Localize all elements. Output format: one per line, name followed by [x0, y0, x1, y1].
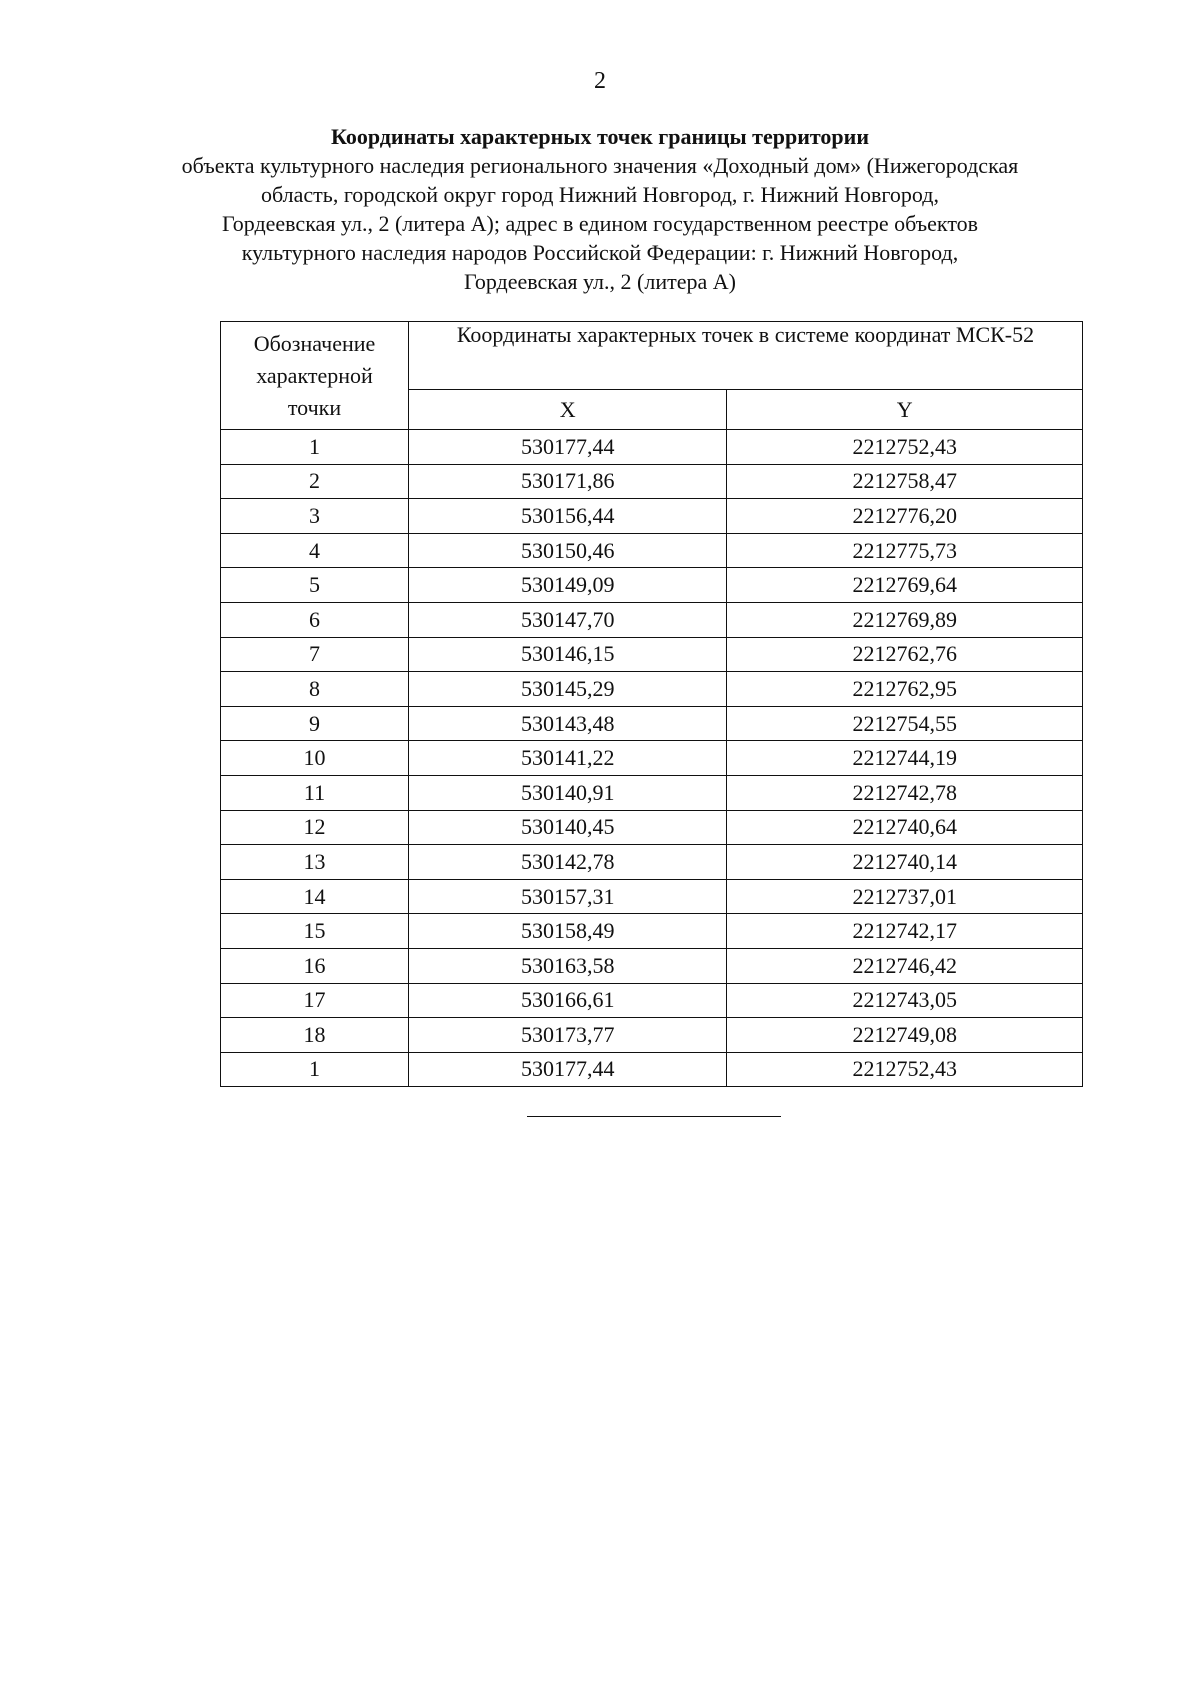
point-cell: 12: [221, 810, 409, 845]
point-cell: 1: [221, 1052, 409, 1087]
y-cell: 2212758,47: [727, 464, 1083, 499]
point-cell: 14: [221, 879, 409, 914]
y-cell: 2212752,43: [727, 1052, 1083, 1087]
document-heading: [160, 122, 1040, 296]
x-cell: 530177,44: [409, 1052, 727, 1087]
x-cell: 530140,91: [409, 775, 727, 810]
table-row: [221, 672, 1083, 707]
x-cell: 530163,58: [409, 948, 727, 983]
point-cell: 13: [221, 845, 409, 880]
table-row: [221, 741, 1083, 776]
point-cell: 10: [221, 741, 409, 776]
heading-line: Гордеевская ул., 2 (литера А); адрес в едином государственном реестре объектов: [221, 211, 979, 236]
point-cell: 8: [221, 672, 409, 707]
y-cell: 2212740,64: [727, 810, 1083, 845]
heading-line: Гордеевская ул., 2 (литера А): [464, 269, 736, 294]
x-cell: 530149,09: [409, 568, 727, 603]
point-cell: 9: [221, 706, 409, 741]
point-cell: 6: [221, 602, 409, 637]
x-cell: 530147,70: [409, 602, 727, 637]
table-row: [221, 430, 1083, 465]
y-cell: 2212743,05: [727, 983, 1083, 1018]
x-cell: 530150,46: [409, 533, 727, 568]
x-cell: 530173,77: [409, 1018, 727, 1053]
x-cell: 530141,22: [409, 741, 727, 776]
page-number: 2: [594, 68, 606, 94]
coordinates-table: [220, 321, 1083, 1087]
table-row: [221, 845, 1083, 880]
x-cell: 530158,49: [409, 914, 727, 949]
x-cell: 530143,48: [409, 706, 727, 741]
y-cell: 2212744,19: [727, 741, 1083, 776]
header-coordinate-system: Координаты характерных точек в системе координат МСК-52: [409, 322, 1083, 390]
x-cell: 530157,31: [409, 879, 727, 914]
point-cell: 15: [221, 914, 409, 949]
y-cell: 2212754,55: [727, 706, 1083, 741]
table-row: [221, 948, 1083, 983]
table-row: [221, 568, 1083, 603]
point-cell: 3: [221, 499, 409, 534]
y-cell: 2212776,20: [727, 499, 1083, 534]
table-row: [221, 810, 1083, 845]
heading-title: Координаты характерных точек границы территории: [330, 124, 870, 149]
table-row: [221, 1018, 1083, 1053]
heading-line: объекта культурного наследия регионального значения «Доходный дом» (Нижегородская: [181, 153, 1019, 178]
table-row: [221, 637, 1083, 672]
header-point-designation: [221, 322, 409, 430]
point-cell: 17: [221, 983, 409, 1018]
y-cell: 2212737,01: [727, 879, 1083, 914]
x-cell: 530145,29: [409, 672, 727, 707]
table-row: [221, 602, 1083, 637]
table-row: [221, 983, 1083, 1018]
header-x: X: [409, 390, 727, 430]
y-cell: 2212752,43: [727, 430, 1083, 465]
point-cell: 2: [221, 464, 409, 499]
y-cell: 2212775,73: [727, 533, 1083, 568]
header-y: Y: [727, 390, 1083, 430]
y-cell: 2212746,42: [727, 948, 1083, 983]
point-cell: 7: [221, 637, 409, 672]
x-cell: 530142,78: [409, 845, 727, 880]
x-cell: 530156,44: [409, 499, 727, 534]
table-row: [221, 464, 1083, 499]
y-cell: 2212742,17: [727, 914, 1083, 949]
x-cell: 530146,15: [409, 637, 727, 672]
table-row: [221, 1052, 1083, 1087]
table-row: [221, 706, 1083, 741]
table-row: [221, 775, 1083, 810]
y-cell: 2212762,76: [727, 637, 1083, 672]
point-cell: 11: [221, 775, 409, 810]
y-cell: 2212769,64: [727, 568, 1083, 603]
x-cell: 530171,86: [409, 464, 727, 499]
y-cell: 2212742,78: [727, 775, 1083, 810]
point-cell: 16: [221, 948, 409, 983]
heading-line: область, городской округ город Нижний Новгород, г. Нижний Новгород,: [261, 182, 939, 207]
point-cell: 1: [221, 430, 409, 465]
table-row: [221, 914, 1083, 949]
heading-line: культурного наследия народов Российской Федерации: г. Нижний Новгород,: [241, 240, 959, 265]
header-point-label: Обозначение характерной точки: [253, 330, 376, 420]
y-cell: 2212769,89: [727, 602, 1083, 637]
x-cell: 530177,44: [409, 430, 727, 465]
x-cell: 530166,61: [409, 983, 727, 1018]
point-cell: 4: [221, 533, 409, 568]
y-cell: 2212749,08: [727, 1018, 1083, 1053]
point-cell: 5: [221, 568, 409, 603]
table-row: [221, 499, 1083, 534]
y-cell: 2212762,95: [727, 672, 1083, 707]
table-row: [221, 879, 1083, 914]
point-cell: 18: [221, 1018, 409, 1053]
end-of-document-line: [527, 1116, 781, 1117]
y-cell: 2212740,14: [727, 845, 1083, 880]
x-cell: 530140,45: [409, 810, 727, 845]
table-row: [221, 533, 1083, 568]
